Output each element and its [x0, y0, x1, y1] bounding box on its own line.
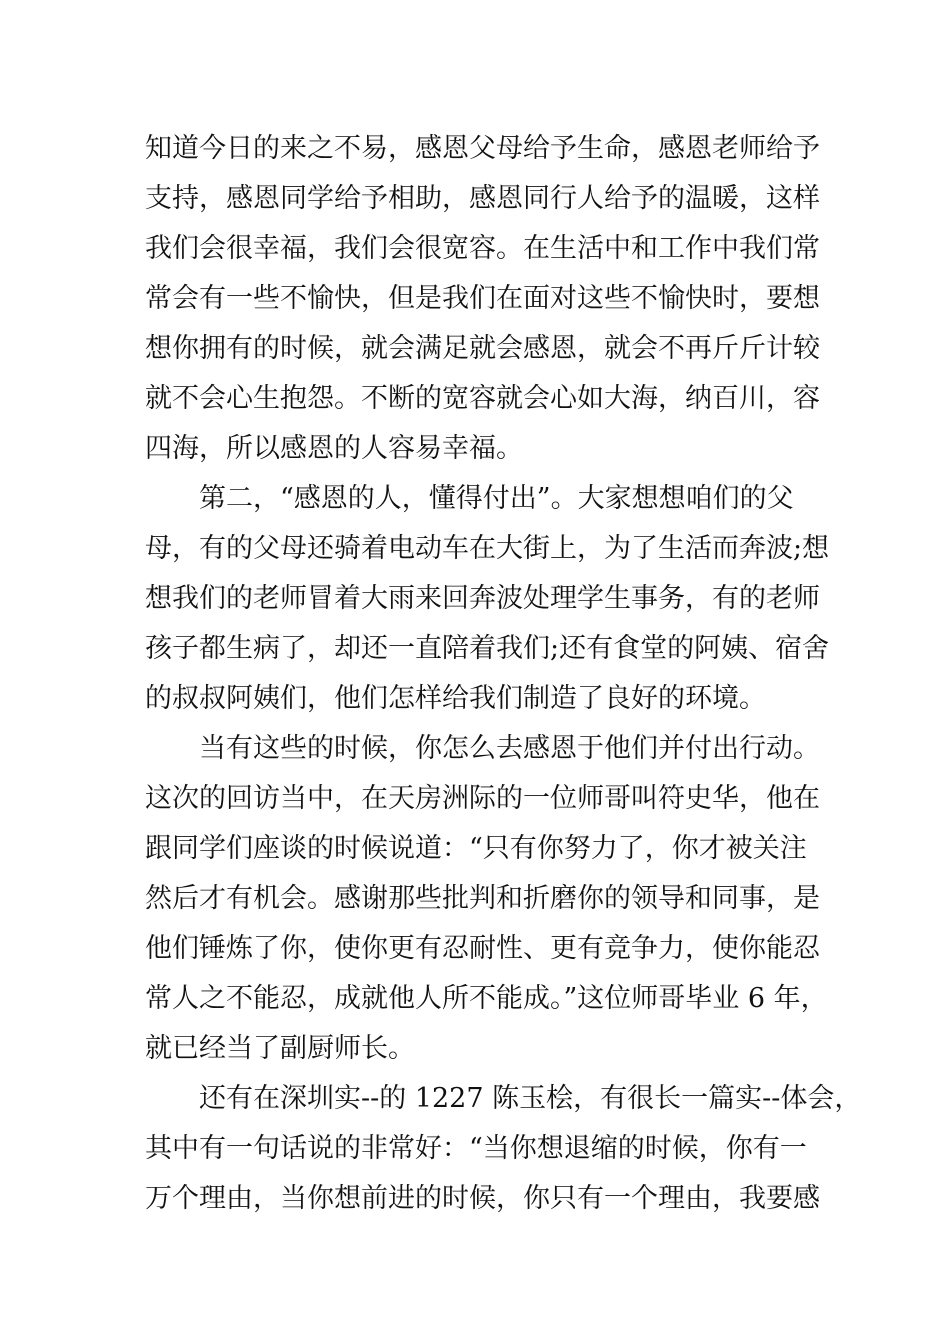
text-line: 我们会很幸福，我们会很宽容。在生活中和工作中我们常 — [145, 233, 820, 264]
paragraph-start-line: 第二，“感恩的人，懂得付出”。大家想想咱们的父 — [199, 483, 794, 514]
text-line: 知道今日的来之不易，感恩父母给予生命，感恩老师给予 — [145, 133, 820, 164]
text-line: 想我们的老师冒着大雨来回奔波处理学生事务，有的老师 — [145, 583, 820, 614]
text-line: 四海，所以感恩的人容易幸福。 — [145, 433, 523, 464]
text-line: 跟同学们座谈的时候说道：“只有你努力了，你才被关注 — [145, 833, 807, 864]
text-line: 常人之不能忍，成就他人所不能成。”这位师哥毕业 6 年， — [145, 983, 828, 1014]
text-line: 的叔叔阿姨们，他们怎样给我们制造了良好的环境。 — [145, 683, 766, 714]
paragraph-start-line: 还有在深圳实--的 1227 陈玉桧，有很长一篇实--体会， — [199, 1083, 862, 1114]
text-line: 想你拥有的时候，就会满足就会感恩，就会不再斤斤计较 — [145, 333, 820, 364]
text-line: 万个理由，当你想前进的时候，你只有一个理由，我要感 — [145, 1183, 820, 1214]
text-line: 就已经当了副厨师长。 — [145, 1033, 415, 1064]
paragraph-start-line: 当有这些的时候，你怎么去感恩于他们并付出行动。 — [199, 733, 820, 764]
text-line: 这次的回访当中，在天房洲际的一位师哥叫符史华，他在 — [145, 783, 820, 814]
text-line: 支持，感恩同学给予相助，感恩同行人给予的温暖，这样 — [145, 183, 820, 214]
text-line: 常会有一些不愉快，但是我们在面对这些不愉快时，要想 — [145, 283, 820, 314]
document-body — [145, 124, 862, 1224]
text-line: 然后才有机会。感谢那些批判和折磨你的领导和同事，是 — [145, 883, 820, 914]
text-line: 其中有一句话说的非常好：“当你想退缩的时候，你有一 — [145, 1133, 807, 1164]
text-line: 母，有的父母还骑着电动车在大街上，为了生活而奔波;想 — [145, 533, 830, 564]
text-line: 孩子都生病了，却还一直陪着我们;还有食堂的阿姨、宿舍 — [145, 633, 830, 664]
text-line: 就不会心生抱怨。不断的宽容就会心如大海，纳百川，容 — [145, 383, 820, 414]
text-line: 他们锤炼了你，使你更有忍耐性、更有竞争力，使你能忍 — [145, 933, 820, 964]
